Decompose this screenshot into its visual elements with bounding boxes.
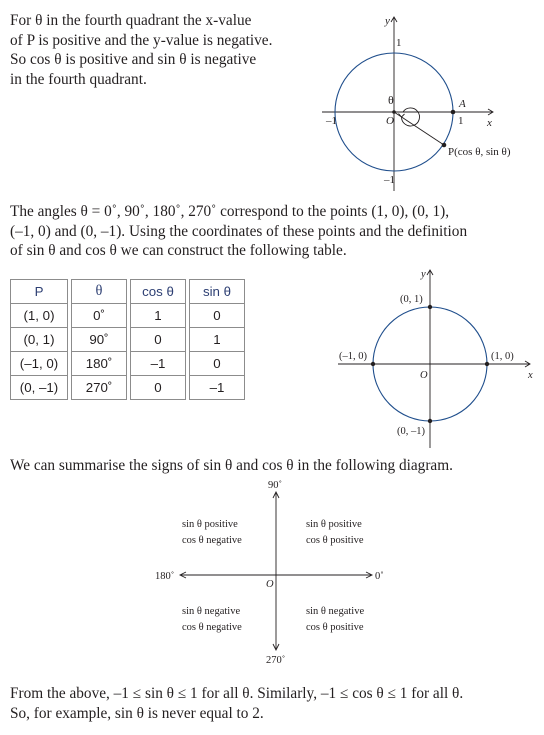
cell-angle: 270˚ [72, 376, 127, 400]
point-label-top: (0, 1) [400, 294, 423, 305]
cell-sin: 0 [190, 304, 245, 328]
cell-cos: 0 [131, 376, 186, 400]
left-arrow [180, 572, 186, 578]
down-arrow [273, 644, 279, 650]
y-axis-label: y [385, 15, 390, 27]
paragraph-bounds [10, 684, 463, 723]
point-left [371, 362, 375, 366]
table-row [11, 352, 245, 376]
header-p: P [11, 280, 68, 304]
header-cos: cos θ [131, 280, 186, 304]
q3-sin-text: sin θ negative [182, 606, 241, 617]
q1-cos-text: cos θ positive [306, 535, 364, 546]
trig-values-table [10, 279, 245, 400]
paragraph-line: of P is positive and the y-value is negative. [10, 31, 273, 49]
point-a [451, 110, 456, 115]
point-label-right: (1, 0) [491, 351, 514, 362]
unit-circle-figure-fourth-quadrant [0, 0, 544, 200]
cell-sin: –1 [190, 376, 245, 400]
cell-point: (0, 1) [11, 328, 68, 352]
cell-point: (0, –1) [11, 376, 68, 400]
angle-label-0: 0˚ [375, 571, 384, 582]
y-axis-label: y [421, 269, 426, 280]
tick-label-y-neg1: –1 [384, 174, 395, 186]
cell-point: (1, 0) [11, 304, 68, 328]
point-label-bottom: (0, –1) [397, 426, 425, 437]
paragraph-line: So, for example, sin θ is never equal to 2. [10, 704, 264, 722]
theta-label: θ [388, 93, 394, 107]
cell-sin: 1 [190, 328, 245, 352]
point-p [442, 143, 447, 148]
x-axis-arrow [525, 361, 530, 367]
cell-point: (–1, 0) [11, 352, 68, 376]
origin-label: O [386, 115, 394, 127]
paragraph-line: We can summarise the signs of sin θ and cos θ in the following diagram. [10, 457, 453, 474]
origin-point [392, 110, 396, 114]
table-row [11, 376, 245, 400]
x-axis-label: x [528, 370, 533, 381]
unit-circle [373, 307, 487, 421]
q3-cos-text: cos θ negative [182, 622, 242, 633]
table-row [11, 304, 245, 328]
paragraph-angles [10, 202, 467, 261]
up-arrow [273, 492, 279, 498]
cell-cos: 1 [131, 304, 186, 328]
paragraph-line: From the above, –1 ≤ sin θ ≤ 1 for all θ. Similarly, –1 ≤ cos θ ≤ 1 for all θ. [10, 685, 464, 702]
cell-cos: 0 [131, 328, 186, 352]
paragraph-line: of sin θ and cos θ we can construct the following table. [10, 242, 347, 260]
cell-angle: 90˚ [72, 328, 127, 352]
angle-label-270: 270˚ [266, 655, 286, 666]
angle-label-180: 180˚ [155, 571, 175, 582]
tick-label-x-neg1: –1 [326, 115, 337, 127]
q2-sin-text: sin θ positive [182, 519, 238, 530]
point-bottom [428, 419, 432, 423]
cell-cos: –1 [131, 352, 186, 376]
origin-label: O [420, 370, 428, 381]
paragraph-line: in the fourth quadrant. [10, 71, 147, 89]
header-theta: θ [72, 280, 127, 304]
paragraph-line: For θ in the fourth quadrant the x-value [10, 12, 252, 29]
q4-sin-text: sin θ negative [306, 606, 365, 617]
table-row [11, 328, 245, 352]
angle-label-90: 90˚ [268, 480, 282, 491]
cell-sin: 0 [190, 352, 245, 376]
right-arrow [366, 572, 372, 578]
tick-label-x-1: 1 [458, 115, 464, 127]
point-label-left: (–1, 0) [339, 351, 367, 362]
paragraph-line: (–1, 0) and (0, –1). Using the coordinates of these points and the definition [10, 222, 468, 240]
y-axis-arrow [427, 270, 433, 275]
q1-sin-text: sin θ positive [306, 519, 362, 530]
origin-label: O [266, 579, 274, 590]
q4-cos-text: cos θ positive [306, 622, 364, 633]
paragraph-summary-intro [10, 456, 453, 476]
cell-angle: 180˚ [72, 352, 127, 376]
q2-cos-text: cos θ negative [182, 535, 242, 546]
cell-angle: 0˚ [72, 304, 127, 328]
tick-label-y-1: 1 [396, 37, 402, 49]
point-p-label: P(cos θ, sin θ) [448, 146, 511, 158]
paragraph-line: The angles θ = 0˚, 90˚, 180˚, 270˚ correspond to the points (1, 0), (0, 1), [10, 203, 450, 220]
header-sin: sin θ [190, 280, 245, 304]
x-axis-label: x [487, 117, 492, 129]
point-right [485, 362, 489, 366]
point-a-label: A [459, 98, 466, 110]
table-header-row [11, 280, 245, 304]
point-top [428, 305, 432, 309]
paragraph-line: So cos θ is positive and sin θ is negative [10, 51, 257, 69]
